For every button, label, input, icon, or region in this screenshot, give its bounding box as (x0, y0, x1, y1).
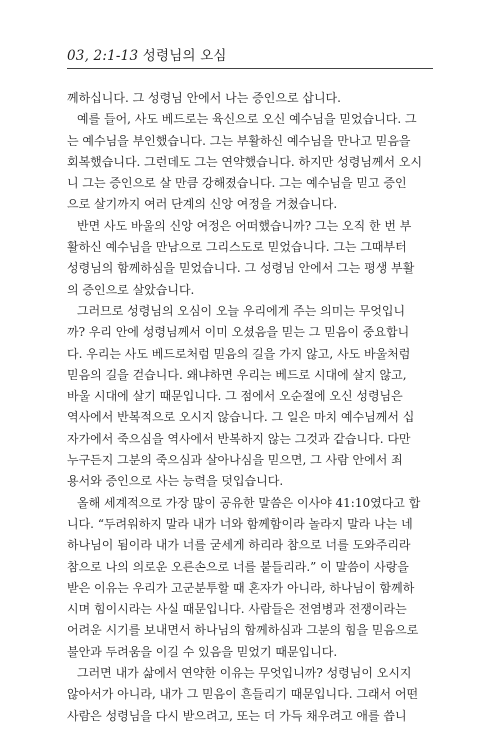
text-line: 바울 시대에 살기 때문입니다. 그 점에서 오순절에 오신 성령님은 (67, 389, 403, 404)
text-line: 받은 이유는 우리가 고군분투할 때 혼자가 아니라, 하나님이 함께하 (67, 580, 415, 595)
text-line: 회복했습니다. 그런데도 그는 연약했습니다. 하지만 성령님께서 오시 (67, 154, 423, 169)
text-line: 용서와 증인으로 사는 능력을 덧입습니다. (67, 474, 284, 489)
text-line: 사람은 성령님을 다시 받으려고, 또는 더 가득 채우려고 애를 씁니 (67, 708, 407, 723)
running-header (67, 44, 227, 64)
text-line: 그러면 내가 삶에서 연약한 이유는 무엇입니까? 성령님이 오시지 (77, 666, 412, 681)
text-line: 반면 사도 바울의 신앙 여정은 어떠했습니까? 그는 오직 한 번 부 (77, 218, 412, 233)
text-line: 의 증인으로 살았습니다. (67, 282, 195, 297)
chapter-reference: 03, 2:1-13 (67, 48, 139, 64)
text-line: 불안과 두려움을 이길 수 있음을 믿었기 때문입니다. (67, 644, 338, 659)
text-line: 그러므로 성령님의 오심이 오늘 우리에게 주는 의미는 무엇입니 (77, 303, 406, 318)
text-line: 않아서가 아니라, 내가 그 믿음이 흔들리기 때문입니다. 그래서 어떤 (67, 687, 419, 702)
text-line: 는 예수님을 부인했습니다. 그는 부활하신 예수님을 만나고 믿음을 (67, 133, 411, 148)
text-line: 시며 힘이시라는 사실 때문입니다. 사람들은 전염병과 전쟁이라는 (67, 602, 407, 617)
text-line: 예를 들어, 사도 베드로는 육신으로 오신 예수님을 믿었습니다. 그 (77, 112, 417, 127)
text-line: 활하신 예수님을 만남으로 그리스도로 믿었습니다. 그는 그때부터 (67, 240, 407, 255)
text-line: 어려운 시기를 보내면서 하나님의 함께하심과 그분의 힘을 믿음으로 (67, 623, 419, 638)
text-line: 니다. “두려워하지 말라 내가 너와 함께함이라 놀라지 말라 나는 네 (67, 516, 413, 531)
text-line: 니 그는 증인으로 살 만큼 강해졌습니다. 그는 예수님을 믿고 증인 (67, 176, 407, 191)
text-line: 성령님의 함께하심을 믿었습니다. 그 성령님 안에서 그는 평생 부활 (67, 261, 415, 276)
text-line: 믿음의 길을 걷습니다. 왜냐하면 우리는 베드로 시대에 살지 않고, (67, 367, 407, 382)
text-line: 올해 세계적으로 가장 많이 공유한 말씀은 이사야 41:10였다고 합 (77, 495, 421, 510)
text-line: 께하십니다. 그 성령님 안에서 나는 증인으로 삽니다. (67, 91, 341, 105)
header-divider (67, 68, 433, 69)
text-line: 자가에서 죽으심을 역사에서 반복하지 않는 그것과 같습니다. 다만 (67, 431, 411, 446)
text-line: 으로 살기까지 여러 단계의 신앙 여정을 거쳤습니다. (67, 197, 338, 212)
text-line: 역사에서 반복적으로 오시지 않습니다. 그 일은 마치 예수님께서 십 (67, 410, 415, 425)
text-line: 누구든지 그분의 죽으심과 살아나심을 믿으면, 그 사람 안에서 죄 (67, 453, 403, 468)
chapter-title: 성령님의 오심 (142, 48, 227, 64)
text-line: 까? 우리 안에 성령님께서 이미 오셨음을 믿는 그 믿음이 중요합니 (67, 325, 410, 340)
body-text (67, 88, 433, 727)
text-line: 다. 우리는 사도 베드로처럼 믿음의 길을 가지 않고, 사도 바울처럼 (67, 346, 411, 361)
text-line: 하나님이 됨이라 내가 너를 굳세게 하리라 참으로 너를 도와주리라 (67, 538, 411, 553)
text-line: 참으로 나의 의로운 오른손으로 너를 붙들리라.” 이 말씀이 사랑을 (67, 559, 409, 574)
